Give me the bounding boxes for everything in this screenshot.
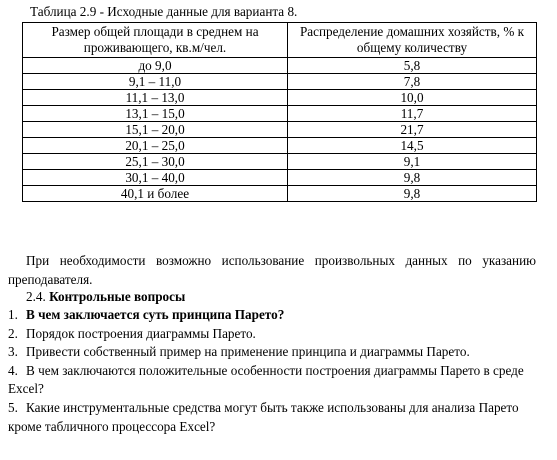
table-row — [23, 170, 537, 186]
column-header-distribution: Распределение домашних хозяйств, % к общему количеству — [288, 23, 537, 58]
instruction-paragraph: При необходимости возможно использование произвольных данных по указанию преподавателя. — [8, 253, 536, 287]
cell-percent: 10,0 — [288, 90, 537, 106]
table-row — [23, 186, 537, 202]
cell-area: 30,1 – 40,0 — [23, 170, 288, 186]
cell-percent: 9,8 — [288, 170, 537, 186]
section-number: 2.4. — [26, 289, 46, 304]
cell-area: 13,1 – 15,0 — [23, 106, 288, 122]
data-table — [22, 22, 537, 202]
question-number: 5. — [8, 399, 18, 415]
list-item — [8, 343, 536, 362]
questions-list — [8, 306, 536, 436]
table-caption: Таблица 2.9 - Исходные данные для варианта 8. — [30, 4, 298, 19]
question-number: 4. — [8, 362, 18, 378]
list-item — [8, 325, 536, 344]
question-number: 1. — [8, 307, 18, 322]
list-item — [8, 362, 536, 399]
table-row — [23, 154, 537, 170]
table-row — [23, 122, 537, 138]
cell-area: 40,1 и более — [23, 186, 288, 202]
section-title: Контрольные вопросы — [49, 289, 186, 304]
column-header-area: Размер общей площади в среднем на проживающего, кв.м/чел. — [23, 23, 288, 58]
table-row — [23, 74, 537, 90]
list-item — [8, 306, 536, 325]
section-heading — [26, 288, 185, 307]
cell-percent: 7,8 — [288, 74, 537, 90]
cell-area: до 9,0 — [23, 58, 288, 74]
list-item — [8, 399, 536, 436]
table-row — [23, 106, 537, 122]
cell-percent: 9,8 — [288, 186, 537, 202]
table-row — [23, 58, 537, 74]
cell-area: 9,1 – 11,0 — [23, 74, 288, 90]
table-row — [23, 138, 537, 154]
question-text: Какие инструментальные средства могут быть также использованы для анализа Парето кроме табличного процессора Excel? — [8, 399, 519, 434]
table-row — [23, 90, 537, 106]
cell-percent: 14,5 — [288, 138, 537, 154]
cell-percent: 9,1 — [288, 154, 537, 170]
cell-percent: 21,7 — [288, 122, 537, 138]
question-text: Привести собственный пример на применение принципа и диаграммы Парето. — [26, 344, 470, 360]
cell-area: 25,1 – 30,0 — [23, 154, 288, 170]
cell-area: 11,1 – 13,0 — [23, 90, 288, 106]
cell-area: 15,1 – 20,0 — [23, 122, 288, 138]
cell-percent: 11,7 — [288, 106, 537, 122]
question-number: 3. — [8, 344, 18, 360]
question-text: В чем заключаются положительные особенности построения диаграммы Парето в среде Excel? — [8, 362, 524, 397]
cell-percent: 5,8 — [288, 58, 537, 74]
question-text: Порядок построения диаграммы Парето. — [26, 325, 256, 341]
question-text: В чем заключается суть принципа Парето? — [26, 307, 285, 322]
question-number: 2. — [8, 325, 18, 341]
table-header-row — [23, 23, 537, 58]
cell-area: 20,1 – 25,0 — [23, 138, 288, 154]
